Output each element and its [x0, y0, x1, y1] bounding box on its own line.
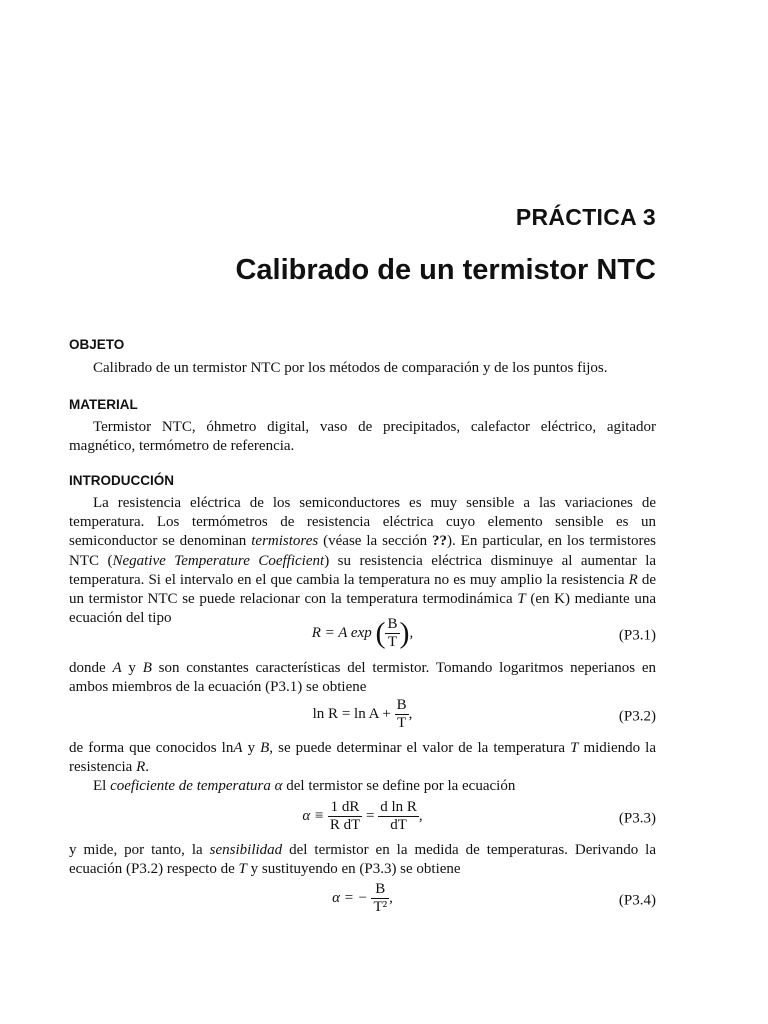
equation-label: (P3.3): [618, 810, 656, 827]
intro-paragraph-1: La resistencia eléctrica de los semiconductores es muy sensible a las variaciones de temperatura. Los termómetros de resistencia eléctrica cuyo elemento sensible es un semiconductor se denominan termistores (véase la sección ??). En particular, en los termistores NTC (Negative Temperature Coefficient) su resistencia eléctrica disminuye al aumentar la temperatura. Si el intervalo en el que cambia la temperatura no es muy amplio la resistencia R de un termistor NTC se puede relacionar con la temperatura termodinámica T (en K) mediante una ecuación del tipo: [69, 495, 657, 627]
paragraph-2: donde A y B son constantes características del termistor. Tomando logaritmos neperianos en ambos miembros de la ecuación (P3.1) se obtiene: [69, 660, 657, 696]
equation-label: (P3.2): [618, 708, 656, 725]
paragraph-5: y mide, por tanto, la sensibilidad del termistor en la medida de temperaturas. Derivando la ecuación (P3.2) respecto de T y sustituyendo en (P3.3) se obtiene: [69, 842, 656, 878]
paragraph-3: de forma que conocidos lnA y B, se puede determinar el valor de la temperatura T midiendo la resistencia R.: [69, 740, 656, 776]
equation-p3-3: α ≡ $\frac{1 dR}{\text{R dT}}$ = $\frac{\text{d ln R}}{dT}$ , (P3.3): [302, 799, 656, 833]
equation-p3-2: ln R = ln A + $\frac{B}{T}$ , (P3.2): [312, 697, 656, 731]
section-heading-material: MATERIAL: [69, 397, 138, 412]
equation-label: (P3.4): [618, 892, 656, 909]
equation-label: (P3.1): [618, 627, 656, 644]
chapter-title: Calibrado de un termistor NTC: [235, 254, 656, 286]
section-heading-objeto: OBJETO: [69, 337, 125, 352]
equation-p3-4: α = − $\frac{B}{\text{T²}}$ , (P3.4): [332, 881, 656, 915]
chapter-label: PRÁCTICA 3: [515, 204, 656, 230]
equation-p3-1: R = A exp ( $\frac{B}{T}$ ), (P3.1): [311, 616, 656, 650]
material-text: Termistor NTC, óhmetro digital, vaso de precipitados, calefactor eléctrico, agitador magnético, termómetro de referencia.: [69, 419, 656, 455]
paragraph-4: El coeficiente de temperatura α del termistor se define por la ecuación: [93, 778, 516, 794]
objeto-text: Calibrado de un termistor NTC por los métodos de comparación y de los puntos fijos.: [93, 360, 608, 376]
section-heading-introduccion: INTRODUCCIÓN: [69, 473, 174, 488]
